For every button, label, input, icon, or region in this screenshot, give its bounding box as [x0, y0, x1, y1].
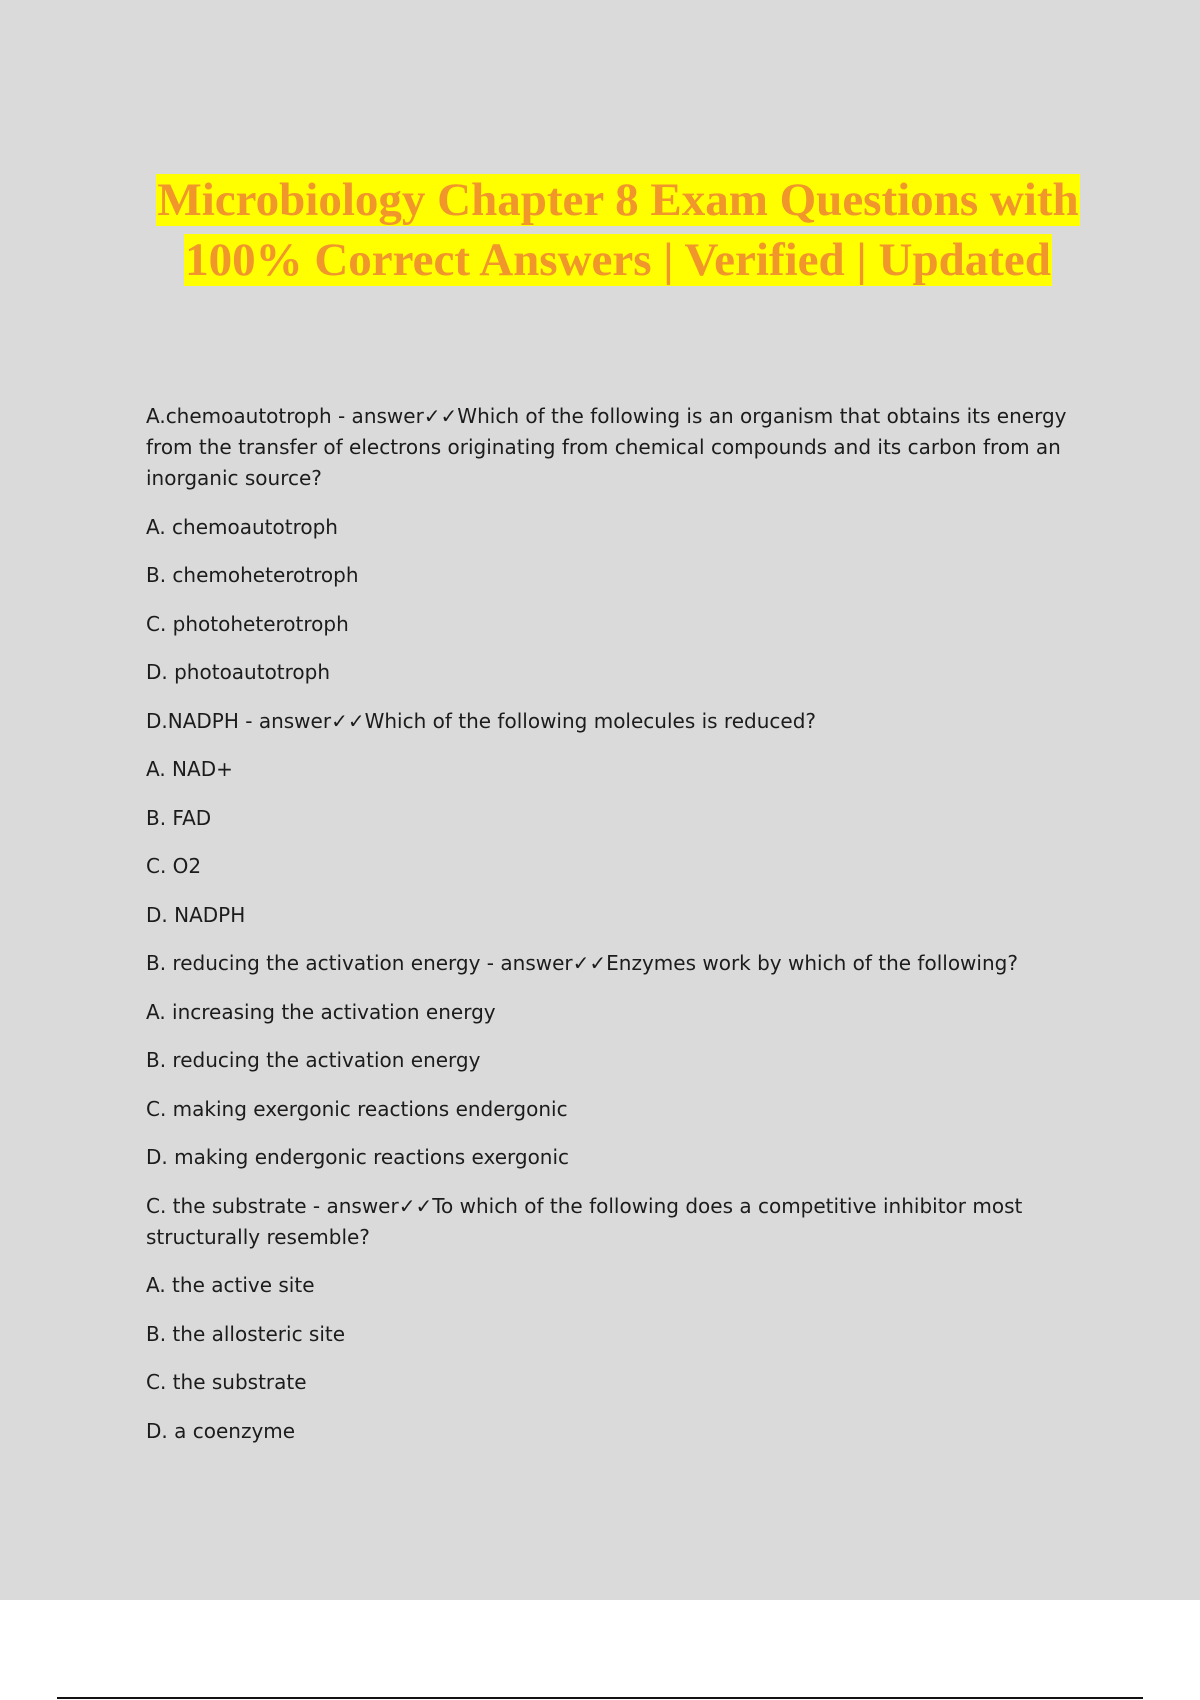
document-body [146, 401, 1076, 1464]
document-title-text: Microbiology Chapter 8 Exam Questions with 100% Correct Answers | Verified | Updated [157, 174, 1079, 286]
question-2-option-c: C. O2 [146, 854, 202, 878]
question-4-text: C. the substrate - answer✓✓To which of the following does a competitive inhibitor most structurally resemble? [146, 1193, 1029, 1249]
document-title [150, 170, 1086, 290]
question-3-option-d: D. making endergonic reactions exergonic [146, 1145, 570, 1169]
question-1-text: A.chemoautotroph - answer✓✓Which of the following is an organism that obtains its energy from the transfer of electrons originating from chemical compounds and its carbon from an inorganic source? [146, 404, 1073, 490]
question-1-option-b: B. chemoheterotroph [146, 563, 359, 587]
question-3-option-a: A. increasing the activation energy [146, 999, 496, 1024]
question-4-option-b: B. the allosteric site [146, 1321, 346, 1346]
page-divider [57, 1697, 1143, 1699]
question-4-option-a: A. the active site [146, 1273, 315, 1297]
question-4-option-c: C. the substrate [146, 1370, 307, 1394]
question-2-option-d: D. NADPH [146, 902, 246, 927]
question-3-option-b: B. reducing the activation energy [146, 1048, 481, 1072]
question-2-text: D.NADPH - answer✓✓Which of the following molecules is reduced? [146, 708, 816, 733]
question-2-option-b: B. FAD [146, 805, 212, 830]
question-2-option-a: A. NAD+ [146, 757, 233, 781]
question-1-option-d: D. photoautotroph [146, 660, 331, 684]
question-1-option-a: A. chemoautotroph [146, 514, 338, 539]
question-1-option-c: C. photoheterotroph [146, 611, 349, 636]
question-4-option-d: D. a coenzyme [146, 1418, 296, 1443]
question-3-option-c: C. making exergonic reactions endergonic [146, 1096, 568, 1121]
question-3-text: B. reducing the activation energy - answer✓✓Enzymes work by which of the following? [146, 951, 1018, 975]
